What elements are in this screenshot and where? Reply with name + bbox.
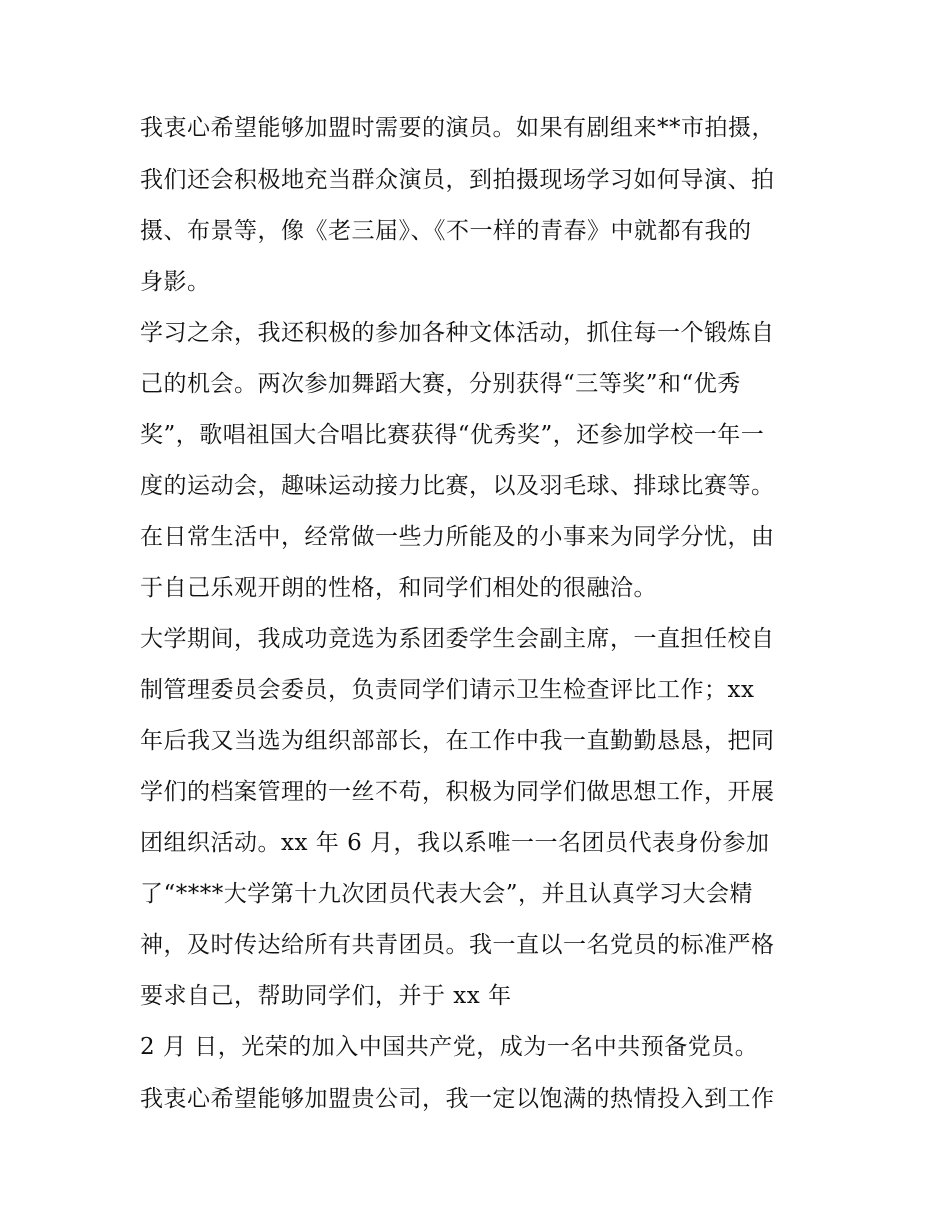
text-line-10: 于自己乐观开朗的性格，和同学们相处的很融洽。 — [140, 575, 657, 601]
text-line-1: 我衷心希望能够加盟时需要的演员。如果有剧组来**市拍摄， — [140, 115, 775, 141]
text-line-7: 奖”，歌唱祖国大合唱比赛获得“优秀奖”，还参加学校一年一 — [140, 422, 765, 448]
text-line-20: 我衷心希望能够加盟贵公司，我一定以饱满的热情投入到工作 — [140, 1086, 775, 1112]
text-line-17: 神，及时传达给所有共青团员。我一直以一名党员的标准严格 — [140, 932, 775, 958]
text-line-14: 学们的档案管理的一丝不苟，积极为同学们做思想工作，开展 — [140, 779, 775, 805]
text-line-3: 摄、布景等，像《老三届》、《不一样的青春》中就都有我的 — [140, 218, 752, 244]
text-line-9: 在日常生活中，经常做一些力所能及的小事来为同学分忧，由 — [140, 524, 775, 550]
text-line-6: 己的机会。两次参加舞蹈大赛，分别获得“三等奖”和“优秀 — [140, 371, 741, 397]
text-line-12: 制管理委员会委员，负责同学们请示卫生检查评比工作；xx — [140, 677, 755, 703]
text-line-11: 大学期间，我成功竞选为系团委学生会副主席，一直担任校自 — [140, 626, 775, 652]
text-line-2: 我们还会积极地充当群众演员，到拍摄现场学习如何导演、拍 — [140, 167, 775, 193]
text-line-15: 团组织活动。xx 年 6 月，我以系唯一一名团员代表身份参加 — [140, 830, 770, 856]
text-line-19: 2 月 日，光荣的加入中国共产党，成为一名中共预备党员。 — [140, 1034, 759, 1060]
text-line-4: 身影。 — [140, 269, 211, 295]
text-line-16: 了“****大学第十九次团员代表大会”，并且认真学习大会精 — [140, 881, 754, 907]
text-line-18: 要求自己，帮助同学们，并于 xx 年 — [140, 983, 512, 1009]
text-line-5: 学习之余，我还积极的参加各种文体活动，抓住每一个锻炼自 — [140, 320, 775, 346]
text-line-13: 年后我又当选为组织部部长，在工作中我一直勤勤恳恳，把同 — [140, 728, 775, 754]
text-line-8: 度的运动会，趣味运动接力比赛，以及羽毛球、排球比赛等。 — [140, 473, 775, 499]
